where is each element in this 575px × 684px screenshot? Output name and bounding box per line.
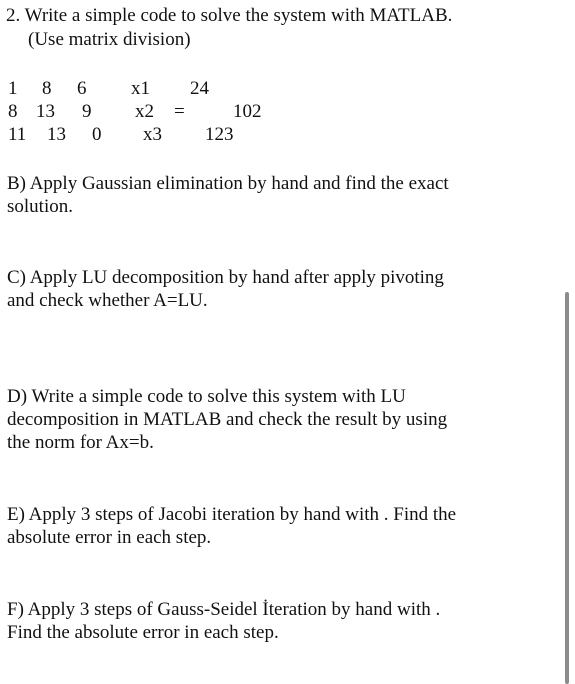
unknown-variable: x2 bbox=[135, 101, 154, 122]
question-heading: 2. Write a simple code to solve the system with MATLAB. bbox=[6, 5, 453, 26]
rhs-value: 24 bbox=[190, 78, 209, 99]
matrix-cell: 9 bbox=[82, 101, 92, 122]
rhs-value: 123 bbox=[205, 124, 234, 145]
part-e-line: absolute error in each step. bbox=[7, 527, 212, 548]
matrix-cell: 8 bbox=[8, 101, 18, 122]
part-e-line: E) Apply 3 steps of Jacobi iteration by hand with . Find the bbox=[7, 504, 457, 525]
part-d-line: D) Write a simple code to solve this system with LU bbox=[7, 386, 406, 407]
part-f-line: Find the absolute error in each step. bbox=[7, 622, 279, 643]
equals-sign: = bbox=[174, 101, 185, 122]
question-subheading: (Use matrix division) bbox=[28, 29, 191, 50]
vertical-scrollbar[interactable] bbox=[565, 292, 569, 684]
part-b-line: B) Apply Gaussian elimination by hand and find the exact bbox=[7, 173, 449, 194]
part-c-line: C) Apply LU decomposition by hand after apply pivoting bbox=[7, 267, 444, 288]
matrix-cell: 6 bbox=[77, 78, 87, 99]
matrix-cell: 0 bbox=[92, 124, 102, 145]
matrix-cell: 13 bbox=[47, 124, 66, 145]
unknown-variable: x3 bbox=[143, 124, 162, 145]
unknown-variable: x1 bbox=[131, 78, 150, 99]
matrix-cell: 11 bbox=[8, 124, 27, 145]
part-d-line: decomposition in MATLAB and check the result by using bbox=[7, 409, 448, 430]
matrix-cell: 1 bbox=[8, 78, 18, 99]
part-c-line: and check whether A=LU. bbox=[7, 290, 208, 311]
part-f-line: F) Apply 3 steps of Gauss-Seidel İteration by hand with . bbox=[7, 599, 441, 620]
part-d-line: the norm for Ax=b. bbox=[7, 432, 154, 453]
part-b-line: solution. bbox=[7, 196, 73, 217]
matrix-cell: 13 bbox=[36, 101, 55, 122]
matrix-cell: 8 bbox=[42, 78, 52, 99]
rhs-value: 102 bbox=[233, 101, 262, 122]
